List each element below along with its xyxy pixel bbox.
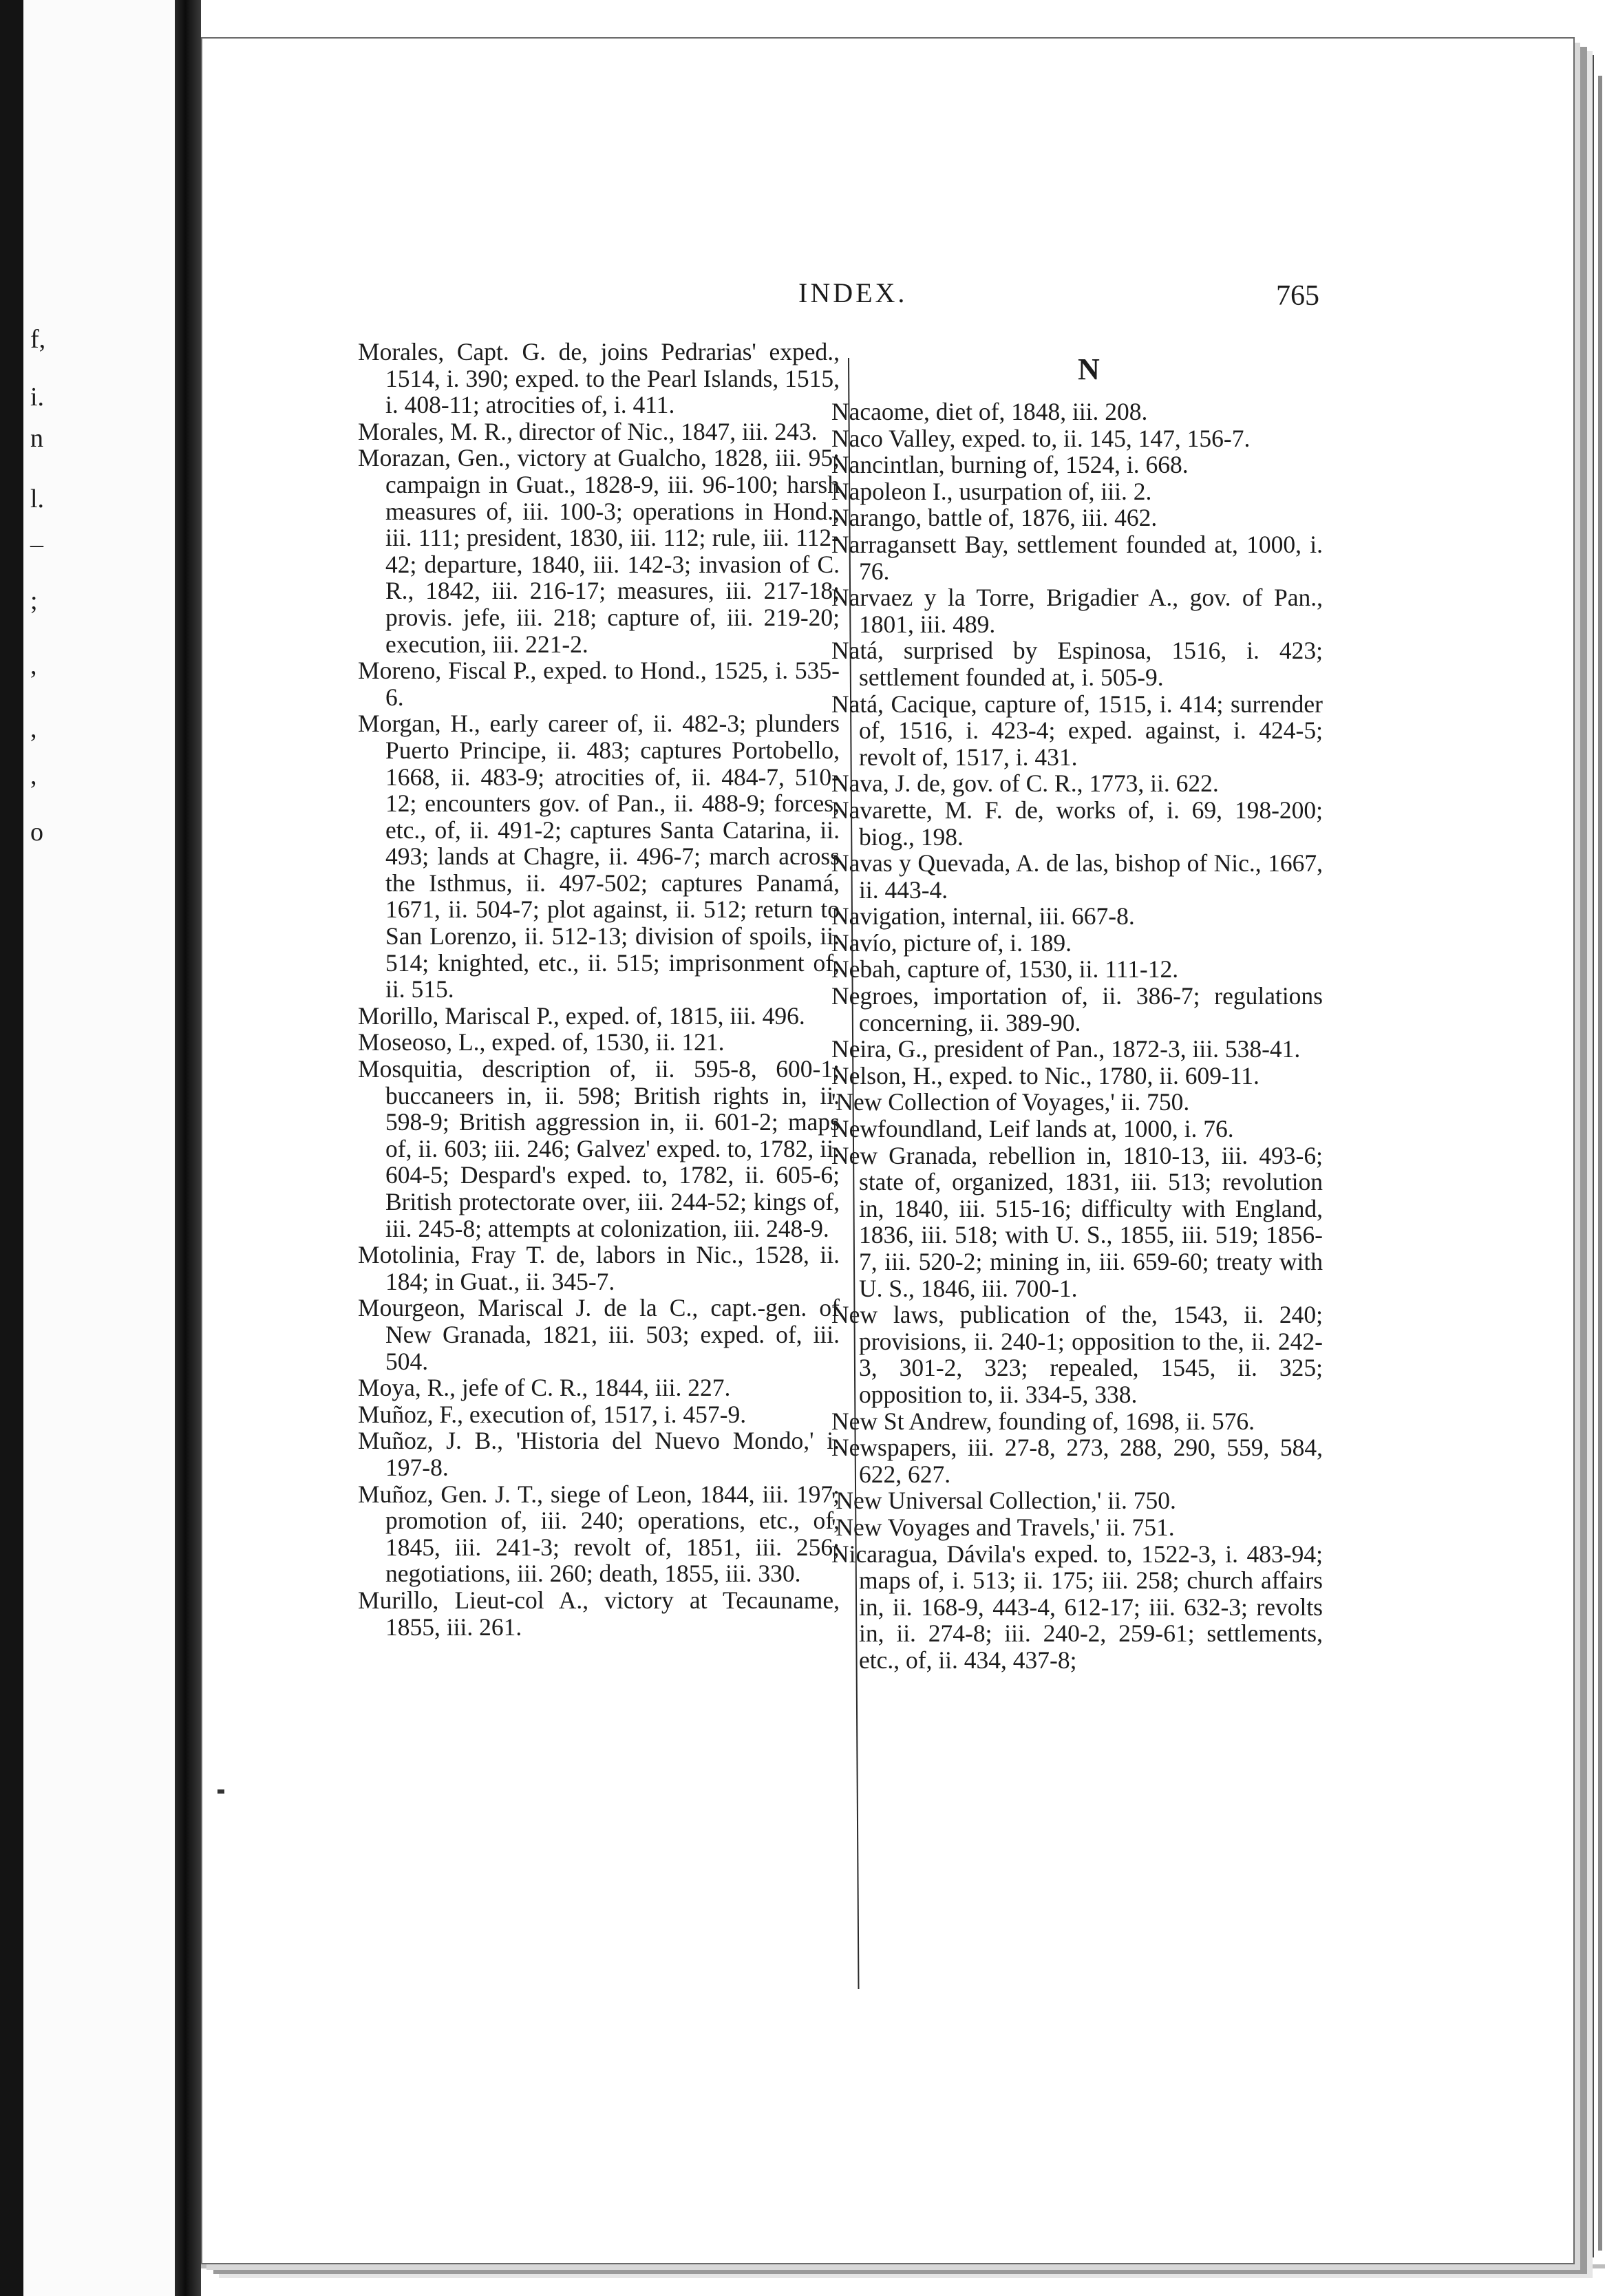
index-entry: Narragansett Bay, settlement founded at, 1000, i. 76. [831, 530, 1323, 585]
page-number: 765 [1276, 280, 1319, 312]
index-entry: 'New Collection of Voyages,' ii. 750. [831, 1088, 1190, 1116]
index-entry: Mourgeon, Mariscal J. de la C., capt.-gen. of New Granada, 1821, iii. 503; exped. of, iii. 504. [358, 1294, 840, 1375]
index-entry: Neira, G., president of Pan., 1872-3, iii. 538-41. [831, 1035, 1301, 1063]
index-entry: Newspapers, iii. 27-8, 273, 288, 290, 559, 584, 622, 627. [831, 1434, 1323, 1488]
page-bottom-edge [201, 2264, 1605, 2268]
index-entry: Nelson, H., exped. to Nic., 1780, ii. 609-11. [831, 1061, 1259, 1089]
index-entry: 'New Universal Collection,' ii. 750. [831, 1487, 1176, 1515]
facing-fragment: , [30, 714, 37, 743]
index-entry: New laws, publication of the, 1543, ii. 240; provisions, ii. 240-1; opposition to the, ii. 242-3, 301-2, 323; repealed, 1545, ii. 325; opposition to, ii. 334-5, 338. [831, 1301, 1323, 1408]
index-entry: Narango, battle of, 1876, iii. 462. [831, 504, 1158, 532]
index-entry: Morgan, H., early career of, ii. 482-3; plunders Puerto Principe, ii. 483; captures Portobello, 1668, ii. 483-9; atrocities of, ii. 484-7, 510-12; encounters gov. of Pan., ii. 488-9; forces, etc., of, ii. 491-2; captures Santa Catarina, ii. 493; lands at Chagre, ii. 496-7; march across the Isthmus, ii. 497-502; captures Panamá, 1671, ii. 504-7; plot against, ii. 512; return to San Lorenzo, ii. 512-13; division of spoils, ii. 514; knighted, etc., ii. 515; imprisonment of, ii. 515. [358, 710, 840, 1003]
index-entry: Navío, picture of, i. 189. [831, 928, 1072, 957]
page-stack-edge [1587, 55, 1594, 2257]
facing-fragment: – [30, 530, 43, 559]
index-entry: Muñoz, F., execution of, 1517, i. 457-9. [358, 1400, 747, 1428]
facing-fragment: i. [30, 383, 45, 412]
binding-gutter [175, 0, 201, 2296]
index-entry: Muñoz, Gen. J. T., siege of Leon, 1844, iii. 197; promotion of, iii. 240; operations, etc., of, 1845, iii. 241-3; revolt of, 1851, iii. 256; negotiations, iii. 260; death, 1855, iii. 330. [358, 1480, 840, 1588]
index-entry: Narvaez y la Torre, Brigadier A., gov. of Pan., 1801, iii. 489. [831, 584, 1323, 638]
index-entry: Mosquitia, description of, ii. 595-8, 600-1; buccaneers in, ii. 598; British rights in, ii. 598-9; British aggression in, ii. 601-2; maps of, ii. 603; iii. 246; Galvez' exped. to, 1782, ii. 604-5; Despard's exped. to, 1782, ii. 605-6; British protectorate over, iii. 244-52; kings of, iii. 245-8; attempts at colonization, iii. 248-9. [358, 1055, 840, 1242]
index-column-right [831, 398, 1323, 1674]
index-entry: Newfoundland, Leif lands at, 1000, i. 76. [831, 1115, 1234, 1143]
index-entry: Morazan, Gen., victory at Gualcho, 1828, iii. 95; campaign in Guat., 1828-9, iii. 96-100; harsh measures of, iii. 100-3; operations in Hond., iii. 111; president, 1830, iii. 112; rule, iii. 112-42; departure, 1840, iii. 142-3; invasion of C. R., 1842, iii. 216-17; measures, iii. 217-18; provis. jefe, iii. 218; capture of, iii. 219-20; execution, iii. 221-2. [358, 444, 840, 658]
index-entry: Morales, M. R., director of Nic., 1847, iii. 243. [358, 417, 818, 445]
page-stack-edge-outer [1598, 76, 1602, 2251]
index-entry: 'New Voyages and Travels,' ii. 751. [831, 1513, 1175, 1541]
index-entry: Muñoz, J. B., 'Historia del Nuevo Mondo,' i. 197-8. [358, 1427, 840, 1481]
facing-fragment: o [30, 818, 43, 847]
index-entry: Naco Valley, exped. to, ii. 145, 147, 156-7. [831, 424, 1251, 452]
index-entry: New St Andrew, founding of, 1698, ii. 576. [831, 1407, 1255, 1435]
index-entry: Motolinia, Fray T. de, labors in Nic., 1528, ii. 184; in Guat., ii. 345-7. [358, 1241, 840, 1295]
index-entry: Natá, surprised by Espinosa, 1516, i. 423; settlement founded at, i. 505-9. [831, 637, 1323, 691]
scan-left-border [0, 0, 23, 2296]
facing-fragment: ; [30, 586, 38, 615]
index-entry: Nebah, capture of, 1530, ii. 111-12. [831, 955, 1179, 984]
index-column-left [358, 339, 840, 1640]
index-entry: Navas y Quevada, A. de las, bishop of Nic., 1667, ii. 443-4. [831, 849, 1323, 904]
index-entry: Moreno, Fiscal P., exped. to Hond., 1525, i. 535-6. [358, 657, 840, 711]
index-entry: Navigation, internal, iii. 667-8. [831, 902, 1135, 931]
index-entry: Natá, Cacique, capture of, 1515, i. 414; surrender of, 1516, i. 423-4; exped. against, i. 424-5; revolt of, 1517, i. 431. [831, 690, 1323, 771]
index-entry: Nancintlan, burning of, 1524, i. 668. [831, 451, 1189, 479]
index-entry: Nava, J. de, gov. of C. R., 1773, ii. 622. [831, 769, 1219, 798]
facing-fragment: l. [30, 485, 45, 513]
index-entry: Nicaragua, Dávila's exped. to, 1522-3, i. 483-94; maps of, i. 513; ii. 175; iii. 258; church affairs in, ii. 168-9, 443-4, 612-17; iii. 632-3; revolts in, ii. 274-8; iii. 240-2, 259-61; settlements, etc., of, ii. 434, 437-8; [831, 1540, 1323, 1674]
facing-page-edge [23, 0, 175, 2296]
index-entry: Navarette, M. F. de, works of, i. 69, 198-200; biog., 198. [831, 796, 1323, 851]
facing-fragment: f, [30, 325, 46, 354]
facing-fragment: , [30, 651, 37, 680]
index-entry: New Granada, rebellion in, 1810-13, iii. 493-6; state of, organized, 1831, iii. 513; revolution in, 1840, iii. 515-16; difficulty with England, 1836, iii. 518; with U. S., 1855, iii. 519; 1856-7, iii. 520-2; mining in, iii. 659-60; treaty with U. S., 1846, iii. 700-1. [831, 1141, 1323, 1302]
index-entry: Negroes, importation of, ii. 386-7; regulations concerning, ii. 389-90. [831, 982, 1323, 1037]
index-entry: Murillo, Lieut-col A., victory at Tecauname, 1855, iii. 261. [358, 1586, 840, 1641]
facing-fragment: , [30, 761, 37, 790]
index-entry: Morillo, Mariscal P., exped. of, 1815, iii. 496. [358, 1001, 805, 1030]
scan-speck [217, 1789, 224, 1794]
running-head: INDEX. [798, 277, 908, 308]
index-entry: Moya, R., jefe of C. R., 1844, iii. 227. [358, 1374, 731, 1402]
index-entry: Nacaome, diet of, 1848, iii. 208. [831, 398, 1148, 425]
facing-fragment: n [30, 424, 43, 453]
index-entry: Napoleon I., usurpation of, iii. 2. [831, 477, 1152, 505]
index-entry: Morales, Capt. G. de, joins Pedrarias' exped., 1514, i. 390; exped. to the Pearl Islands, 1515, i. 408-11; atrocities of, i. 411. [358, 338, 840, 419]
index-entry: Moseoso, L., exped. of, 1530, ii. 121. [358, 1028, 725, 1056]
section-letter-heading: N [1078, 352, 1100, 386]
